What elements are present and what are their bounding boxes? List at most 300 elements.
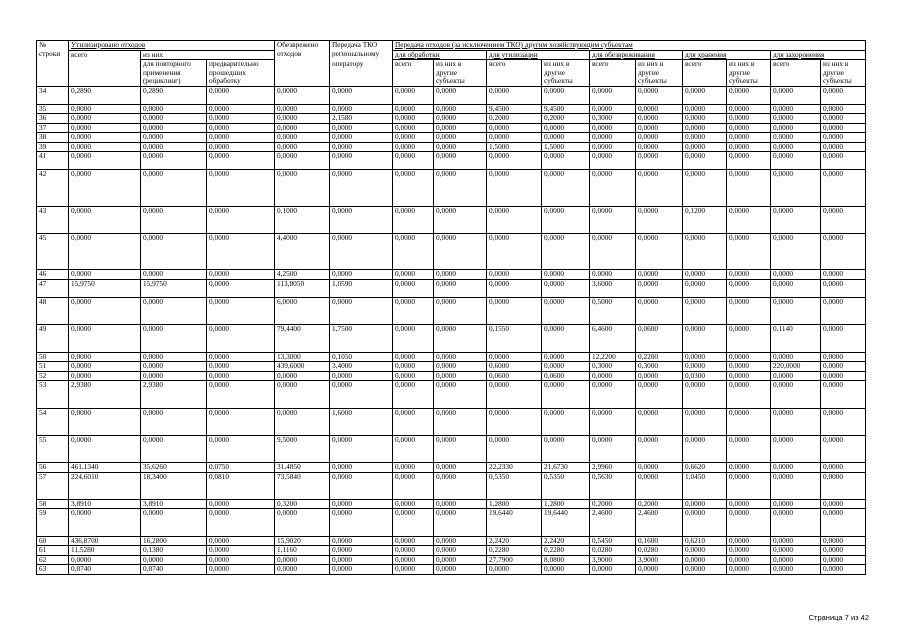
- table-cell: 0,0000: [683, 133, 727, 143]
- table-cell: 2,9380: [141, 381, 207, 408]
- header-group-neutralization: для обезвреживания: [590, 50, 683, 60]
- table-cell: 0,0000: [207, 170, 275, 206]
- table-cell: 9,4500: [542, 104, 590, 114]
- header-neutralized-2: отходов: [275, 50, 330, 60]
- table-cell: 0,0000: [207, 279, 275, 297]
- table-cell: 0,0000: [434, 509, 487, 536]
- table-cell: 0,0000: [771, 270, 821, 280]
- table-cell: 0,0000: [393, 279, 434, 297]
- waste-table: [36, 40, 866, 575]
- table-cell: 0,0000: [636, 371, 683, 381]
- table-cell: 0,0000: [821, 86, 866, 104]
- table-cell: 0,0000: [69, 371, 141, 381]
- row-number: 63: [37, 565, 69, 575]
- table-cell: 0,0000: [542, 234, 590, 270]
- table-cell: 0,0000: [69, 435, 141, 462]
- table-cell: 0,0000: [69, 114, 141, 124]
- table-cell: 0,0000: [434, 152, 487, 170]
- header-group-processing: для обработки: [393, 50, 487, 60]
- table-cell: 0,0000: [636, 463, 683, 473]
- table-cell: 0,3000: [590, 114, 636, 124]
- table-cell: 0,0000: [821, 555, 866, 565]
- table-cell: 0,0000: [330, 234, 393, 270]
- table-cell: 0,0000: [727, 472, 771, 499]
- table-cell: 0,0000: [434, 555, 487, 565]
- table-cell: 0,0000: [542, 270, 590, 280]
- table-cell: 0,0600: [487, 371, 542, 381]
- table-cell: 0,0000: [330, 142, 393, 152]
- table-cell: 0,0000: [487, 123, 542, 133]
- table-cell: 0,0000: [141, 555, 207, 565]
- table-cell: 0,0000: [69, 362, 141, 372]
- table-cell: 0,0000: [727, 371, 771, 381]
- table-cell: 0,0000: [771, 279, 821, 297]
- table-cell: 0,0000: [590, 270, 636, 280]
- table-cell: 0,0000: [771, 352, 821, 362]
- table-cell: 3,6000: [590, 279, 636, 297]
- table-cell: 0,0000: [434, 234, 487, 270]
- table-cell: 0,0280: [590, 546, 636, 556]
- row-number: 45: [37, 234, 69, 270]
- table-cell: 0,0000: [434, 142, 487, 152]
- table-row: [37, 352, 866, 362]
- table-cell: 2,4600: [636, 509, 683, 536]
- table-cell: 0,0000: [821, 546, 866, 556]
- row-number: 51: [37, 362, 69, 372]
- table-cell: 0,0000: [275, 86, 330, 104]
- table-cell: 0,3000: [636, 362, 683, 372]
- table-cell: 0,0000: [207, 509, 275, 536]
- table-cell: 0,0000: [393, 142, 434, 152]
- table-cell: 0,0000: [207, 206, 275, 233]
- table-cell: 0,0000: [275, 555, 330, 565]
- table-cell: 0,0000: [590, 123, 636, 133]
- table-cell: 0,0000: [393, 381, 434, 408]
- table-cell: 0,0000: [542, 325, 590, 352]
- table-cell: 2,9960: [590, 463, 636, 473]
- table-cell: 0,0000: [821, 435, 866, 462]
- table-cell: 0,0000: [487, 270, 542, 280]
- table-cell: 0,2000: [487, 114, 542, 124]
- row-number: 54: [37, 408, 69, 435]
- table-cell: 0,0000: [590, 152, 636, 170]
- table-cell: 0,1600: [636, 536, 683, 546]
- header-sub-total: всего: [683, 60, 727, 87]
- table-cell: 0,0000: [542, 279, 590, 297]
- header-num3: [37, 60, 69, 87]
- table-cell: 0,1380: [141, 546, 207, 556]
- table-cell: 0,0000: [636, 408, 683, 435]
- table-cell: 0,0000: [636, 133, 683, 143]
- table-cell: 0,0000: [771, 555, 821, 565]
- table-cell: 0,0000: [771, 463, 821, 473]
- header-neutralized-1: Обезврежено: [275, 41, 330, 51]
- table-cell: 0,0000: [727, 325, 771, 352]
- row-number: 61: [37, 546, 69, 556]
- table-cell: 0,5350: [487, 472, 542, 499]
- table-cell: 2,4600: [590, 509, 636, 536]
- table-cell: 0,0000: [683, 104, 727, 114]
- row-number: 47: [37, 279, 69, 297]
- table-cell: 0,0000: [590, 133, 636, 143]
- row-number: 62: [37, 555, 69, 565]
- table-cell: 0,0000: [393, 114, 434, 124]
- table-cell: 0,0000: [141, 325, 207, 352]
- table-cell: 436,8700: [69, 536, 141, 546]
- table-cell: 0,0000: [683, 352, 727, 362]
- table-cell: 3,9000: [590, 555, 636, 565]
- table-cell: 0,0000: [207, 546, 275, 556]
- table-cell: 0,0000: [821, 362, 866, 372]
- header-sub-total: всего: [771, 60, 821, 87]
- table-cell: 0,0000: [141, 114, 207, 124]
- table-cell: 0,0000: [821, 298, 866, 325]
- table-cell: 19,6440: [487, 509, 542, 536]
- table-cell: 0,6620: [683, 463, 727, 473]
- header-sub-total: всего: [487, 60, 542, 87]
- table-cell: 0,0000: [727, 499, 771, 509]
- table-cell: 0,0000: [141, 371, 207, 381]
- table-row: [37, 152, 866, 170]
- table-cell: 0,0000: [207, 565, 275, 575]
- table-cell: 15,9750: [141, 279, 207, 297]
- table-cell: 0,0000: [771, 565, 821, 575]
- table-cell: 0,0000: [275, 114, 330, 124]
- table-cell: 0,0000: [590, 142, 636, 152]
- header-sub-other: из них в другие субъекты: [434, 60, 487, 87]
- table-cell: 0,2200: [636, 352, 683, 362]
- table-cell: 0,0000: [683, 279, 727, 297]
- table-cell: 0,0000: [542, 565, 590, 575]
- table-cell: 0,0000: [275, 381, 330, 408]
- table-cell: 0,0000: [771, 170, 821, 206]
- table-cell: 0,5000: [590, 298, 636, 325]
- header-sub-other: из них в другие субъекты: [821, 60, 866, 87]
- table-cell: 0,0000: [821, 463, 866, 473]
- table-cell: 8,0800: [542, 555, 590, 565]
- table-cell: 0,0000: [821, 472, 866, 499]
- header-utilized-blank: [69, 60, 141, 87]
- table-cell: 0,0000: [487, 152, 542, 170]
- table-cell: 0,0000: [393, 536, 434, 546]
- row-number: 37: [37, 123, 69, 133]
- table-cell: 0,0000: [821, 509, 866, 536]
- table-cell: 0,2890: [69, 86, 141, 104]
- table-cell: 0,0000: [590, 565, 636, 575]
- table-cell: 0,0000: [393, 152, 434, 170]
- table-cell: 0,0000: [141, 133, 207, 143]
- table-cell: 0,0000: [393, 270, 434, 280]
- table-cell: 0,8740: [141, 565, 207, 575]
- table-cell: 0,0000: [330, 170, 393, 206]
- table-cell: 1,5000: [487, 142, 542, 152]
- table-cell: 0,0000: [727, 546, 771, 556]
- table-cell: 0,2890: [141, 86, 207, 104]
- table-cell: 0,0000: [275, 565, 330, 575]
- table-cell: 0,0000: [69, 234, 141, 270]
- table-cell: 0,0000: [727, 362, 771, 372]
- table-cell: 27,7900: [487, 555, 542, 565]
- table-row: [37, 472, 866, 499]
- table-cell: 0,0000: [434, 325, 487, 352]
- row-number: 55: [37, 435, 69, 462]
- table-cell: 0,8740: [69, 565, 141, 575]
- table-row: [37, 114, 866, 124]
- table-cell: 12,2200: [590, 352, 636, 362]
- table-cell: 4,4000: [275, 234, 330, 270]
- header-transfer: Передача отходов (за исключением ТКО) другим хозяйствующим субъектам: [393, 41, 866, 51]
- table-cell: 35,6260: [141, 463, 207, 473]
- table-cell: 0,0000: [434, 565, 487, 575]
- table-cell: 1,2800: [487, 499, 542, 509]
- header-group-utilization: для утилизации: [487, 50, 590, 60]
- table-cell: 0,0000: [542, 362, 590, 372]
- table-cell: 1,0590: [330, 279, 393, 297]
- table-cell: 0,0000: [434, 371, 487, 381]
- table-cell: 0,0000: [434, 86, 487, 104]
- table-cell: 0,0000: [821, 142, 866, 152]
- table-cell: 0,0000: [771, 546, 821, 556]
- header-group-storage: для хранения: [683, 50, 771, 60]
- table-row: [37, 133, 866, 143]
- table-cell: 0,0000: [683, 408, 727, 435]
- table-cell: 0,0000: [207, 408, 275, 435]
- table-row: [37, 408, 866, 435]
- header-neutralized-3: [275, 60, 330, 87]
- table-cell: 0,6210: [683, 536, 727, 546]
- table-cell: 0,0000: [141, 298, 207, 325]
- table-cell: 0,0000: [393, 206, 434, 233]
- table-cell: 0,1000: [275, 206, 330, 233]
- table-cell: 0,2000: [636, 499, 683, 509]
- table-cell: 0,0000: [727, 104, 771, 114]
- table-cell: 0,0000: [330, 499, 393, 509]
- table-cell: 16,2800: [141, 536, 207, 546]
- table-cell: 0,0000: [821, 325, 866, 352]
- header-preproc: предварительно прошедших обработку: [207, 60, 275, 87]
- table-cell: 0,0000: [393, 170, 434, 206]
- table-cell: 0,0000: [393, 546, 434, 556]
- table-cell: 0,0000: [771, 472, 821, 499]
- table-cell: 0,0000: [636, 170, 683, 206]
- table-cell: 0,0000: [275, 123, 330, 133]
- table-cell: 0,0000: [821, 114, 866, 124]
- table-cell: 0,6000: [487, 362, 542, 372]
- table-cell: 13,3000: [275, 352, 330, 362]
- table-cell: 0,0000: [434, 435, 487, 462]
- table-cell: 1,6000: [330, 408, 393, 435]
- table-cell: 0,0000: [636, 206, 683, 233]
- table-cell: 0,0000: [542, 435, 590, 462]
- table-cell: 0,0000: [207, 142, 275, 152]
- table-cell: 79,4400: [275, 325, 330, 352]
- row-number: 52: [37, 371, 69, 381]
- table-cell: 0,0000: [69, 408, 141, 435]
- table-cell: 0,0000: [275, 371, 330, 381]
- table-cell: 0,0000: [69, 133, 141, 143]
- table-cell: 0,0000: [683, 509, 727, 536]
- table-cell: 0,0000: [275, 142, 330, 152]
- table-cell: 0,0000: [141, 234, 207, 270]
- table-cell: 113,8050: [275, 279, 330, 297]
- table-cell: 3,8910: [141, 499, 207, 509]
- table-cell: 0,0000: [683, 435, 727, 462]
- table-row: [37, 104, 866, 114]
- table-cell: 0,0000: [141, 408, 207, 435]
- table-cell: 0,0000: [683, 152, 727, 170]
- table-row: [37, 325, 866, 352]
- table-cell: 0,3200: [275, 499, 330, 509]
- table-cell: 224,6010: [69, 472, 141, 499]
- table-cell: 0,0000: [330, 463, 393, 473]
- table-row: [37, 463, 866, 473]
- table-cell: 0,0000: [821, 123, 866, 133]
- table-row: [37, 270, 866, 280]
- header-utilized-total: всего: [69, 50, 141, 60]
- table-cell: 0,0000: [636, 565, 683, 575]
- table-cell: 0,0000: [727, 86, 771, 104]
- table-cell: 0,0000: [330, 86, 393, 104]
- table-cell: 0,0000: [487, 435, 542, 462]
- table-row: [37, 123, 866, 133]
- table-cell: 0,0000: [393, 408, 434, 435]
- table-cell: 0,0000: [771, 234, 821, 270]
- table-cell: 2,9380: [69, 381, 141, 408]
- header-sub-other: из них в другие субъекты: [542, 60, 590, 87]
- table-row: [37, 298, 866, 325]
- table-cell: 0,0000: [771, 371, 821, 381]
- table-cell: 0,0000: [683, 142, 727, 152]
- table-cell: 0,0000: [590, 371, 636, 381]
- table-cell: 0,0000: [821, 371, 866, 381]
- table-cell: 0,0000: [771, 381, 821, 408]
- table-cell: 0,0000: [821, 381, 866, 408]
- table-cell: 0,0000: [683, 546, 727, 556]
- table-cell: 0,0000: [393, 298, 434, 325]
- table-cell: 9,4500: [487, 104, 542, 114]
- table-cell: 1,5000: [542, 142, 590, 152]
- table-cell: 0,0000: [487, 381, 542, 408]
- table-cell: 0,0000: [207, 536, 275, 546]
- table-cell: 0,0000: [727, 555, 771, 565]
- header-sub-other: из них в другие субъекты: [636, 60, 683, 87]
- table-cell: 0,0000: [727, 463, 771, 473]
- table-cell: 0,0000: [69, 325, 141, 352]
- table-cell: 0,0000: [683, 555, 727, 565]
- table-cell: 0,0000: [434, 123, 487, 133]
- table-cell: 0,0000: [69, 555, 141, 565]
- table-cell: 0,0280: [636, 546, 683, 556]
- table-cell: 3,4000: [330, 362, 393, 372]
- table-cell: 0,0000: [683, 362, 727, 372]
- table-cell: 0,0000: [821, 279, 866, 297]
- table-cell: 2,2420: [487, 536, 542, 546]
- header-sub-other: из них в другие субъекты: [727, 60, 771, 87]
- header-reuse: для повторного применения (рециклинг): [141, 60, 207, 87]
- table-cell: 0,0000: [771, 435, 821, 462]
- table-cell: 0,0000: [69, 123, 141, 133]
- table-cell: 1,0450: [683, 472, 727, 499]
- table-cell: 0,0000: [683, 325, 727, 352]
- table-cell: 0,0000: [683, 86, 727, 104]
- table-cell: 220,0000: [771, 362, 821, 372]
- table-cell: 0,0000: [542, 86, 590, 104]
- table-cell: 0,0000: [141, 152, 207, 170]
- table-cell: 0,0000: [393, 371, 434, 381]
- table-cell: 0,0000: [434, 352, 487, 362]
- table-cell: 0,0000: [727, 298, 771, 325]
- table-cell: 0,0000: [771, 509, 821, 536]
- table-cell: 0,0000: [141, 435, 207, 462]
- table-cell: 0,0000: [141, 104, 207, 114]
- table-cell: 0,0000: [590, 206, 636, 233]
- table-cell: 0,0000: [393, 104, 434, 114]
- table-cell: 0,0000: [207, 555, 275, 565]
- table-cell: 0,0000: [683, 298, 727, 325]
- table-cell: 6,4600: [590, 325, 636, 352]
- table-cell: 0,0000: [487, 279, 542, 297]
- table-cell: 0,0000: [727, 352, 771, 362]
- table-cell: 0,0000: [207, 152, 275, 170]
- table-cell: 0,2280: [487, 546, 542, 556]
- table-cell: 0,0000: [487, 565, 542, 575]
- table-cell: 0,0000: [330, 381, 393, 408]
- table-cell: 0,0000: [275, 152, 330, 170]
- table-cell: 0,0000: [727, 170, 771, 206]
- table-row: [37, 499, 866, 509]
- table-cell: 0,0000: [330, 435, 393, 462]
- table-cell: 0,0000: [821, 170, 866, 206]
- table-cell: 0,0000: [771, 408, 821, 435]
- table-cell: 0,0000: [590, 381, 636, 408]
- table-cell: 0,0000: [275, 509, 330, 536]
- table-cell: 3,9000: [636, 555, 683, 565]
- table-cell: 0,0000: [771, 142, 821, 152]
- table-cell: 0,0000: [330, 555, 393, 565]
- table-cell: 0,0000: [434, 133, 487, 143]
- table-row: [37, 279, 866, 297]
- table-cell: 18,3400: [141, 472, 207, 499]
- header-sub-total: всего: [590, 60, 636, 87]
- table-cell: 1,2800: [542, 499, 590, 509]
- table-cell: 0,0000: [636, 86, 683, 104]
- header-num2: строки: [37, 50, 69, 60]
- table-cell: 0,0000: [771, 104, 821, 114]
- table-cell: 0,0000: [821, 565, 866, 575]
- row-number: 48: [37, 298, 69, 325]
- table-row: [37, 234, 866, 270]
- table-cell: 0,0000: [207, 499, 275, 509]
- table-cell: 0,0000: [141, 509, 207, 536]
- table-cell: 0,0000: [771, 536, 821, 546]
- table-cell: 439,6000: [275, 362, 330, 372]
- table-cell: 0,0000: [207, 371, 275, 381]
- table-cell: 6,0000: [275, 298, 330, 325]
- table-row: [37, 362, 866, 372]
- table-cell: 0,1140: [771, 325, 821, 352]
- table-cell: 0,0000: [683, 270, 727, 280]
- table-cell: 0,0000: [69, 142, 141, 152]
- row-number: 60: [37, 536, 69, 546]
- table-cell: 0,0000: [330, 104, 393, 114]
- table-cell: 0,0000: [330, 298, 393, 325]
- table-cell: 0,0000: [771, 133, 821, 143]
- table-cell: 3,8910: [69, 499, 141, 509]
- table-cell: 0,0000: [330, 123, 393, 133]
- table-cell: 0,0000: [727, 206, 771, 233]
- table-cell: 0,0000: [727, 381, 771, 408]
- table-cell: 31,4850: [275, 463, 330, 473]
